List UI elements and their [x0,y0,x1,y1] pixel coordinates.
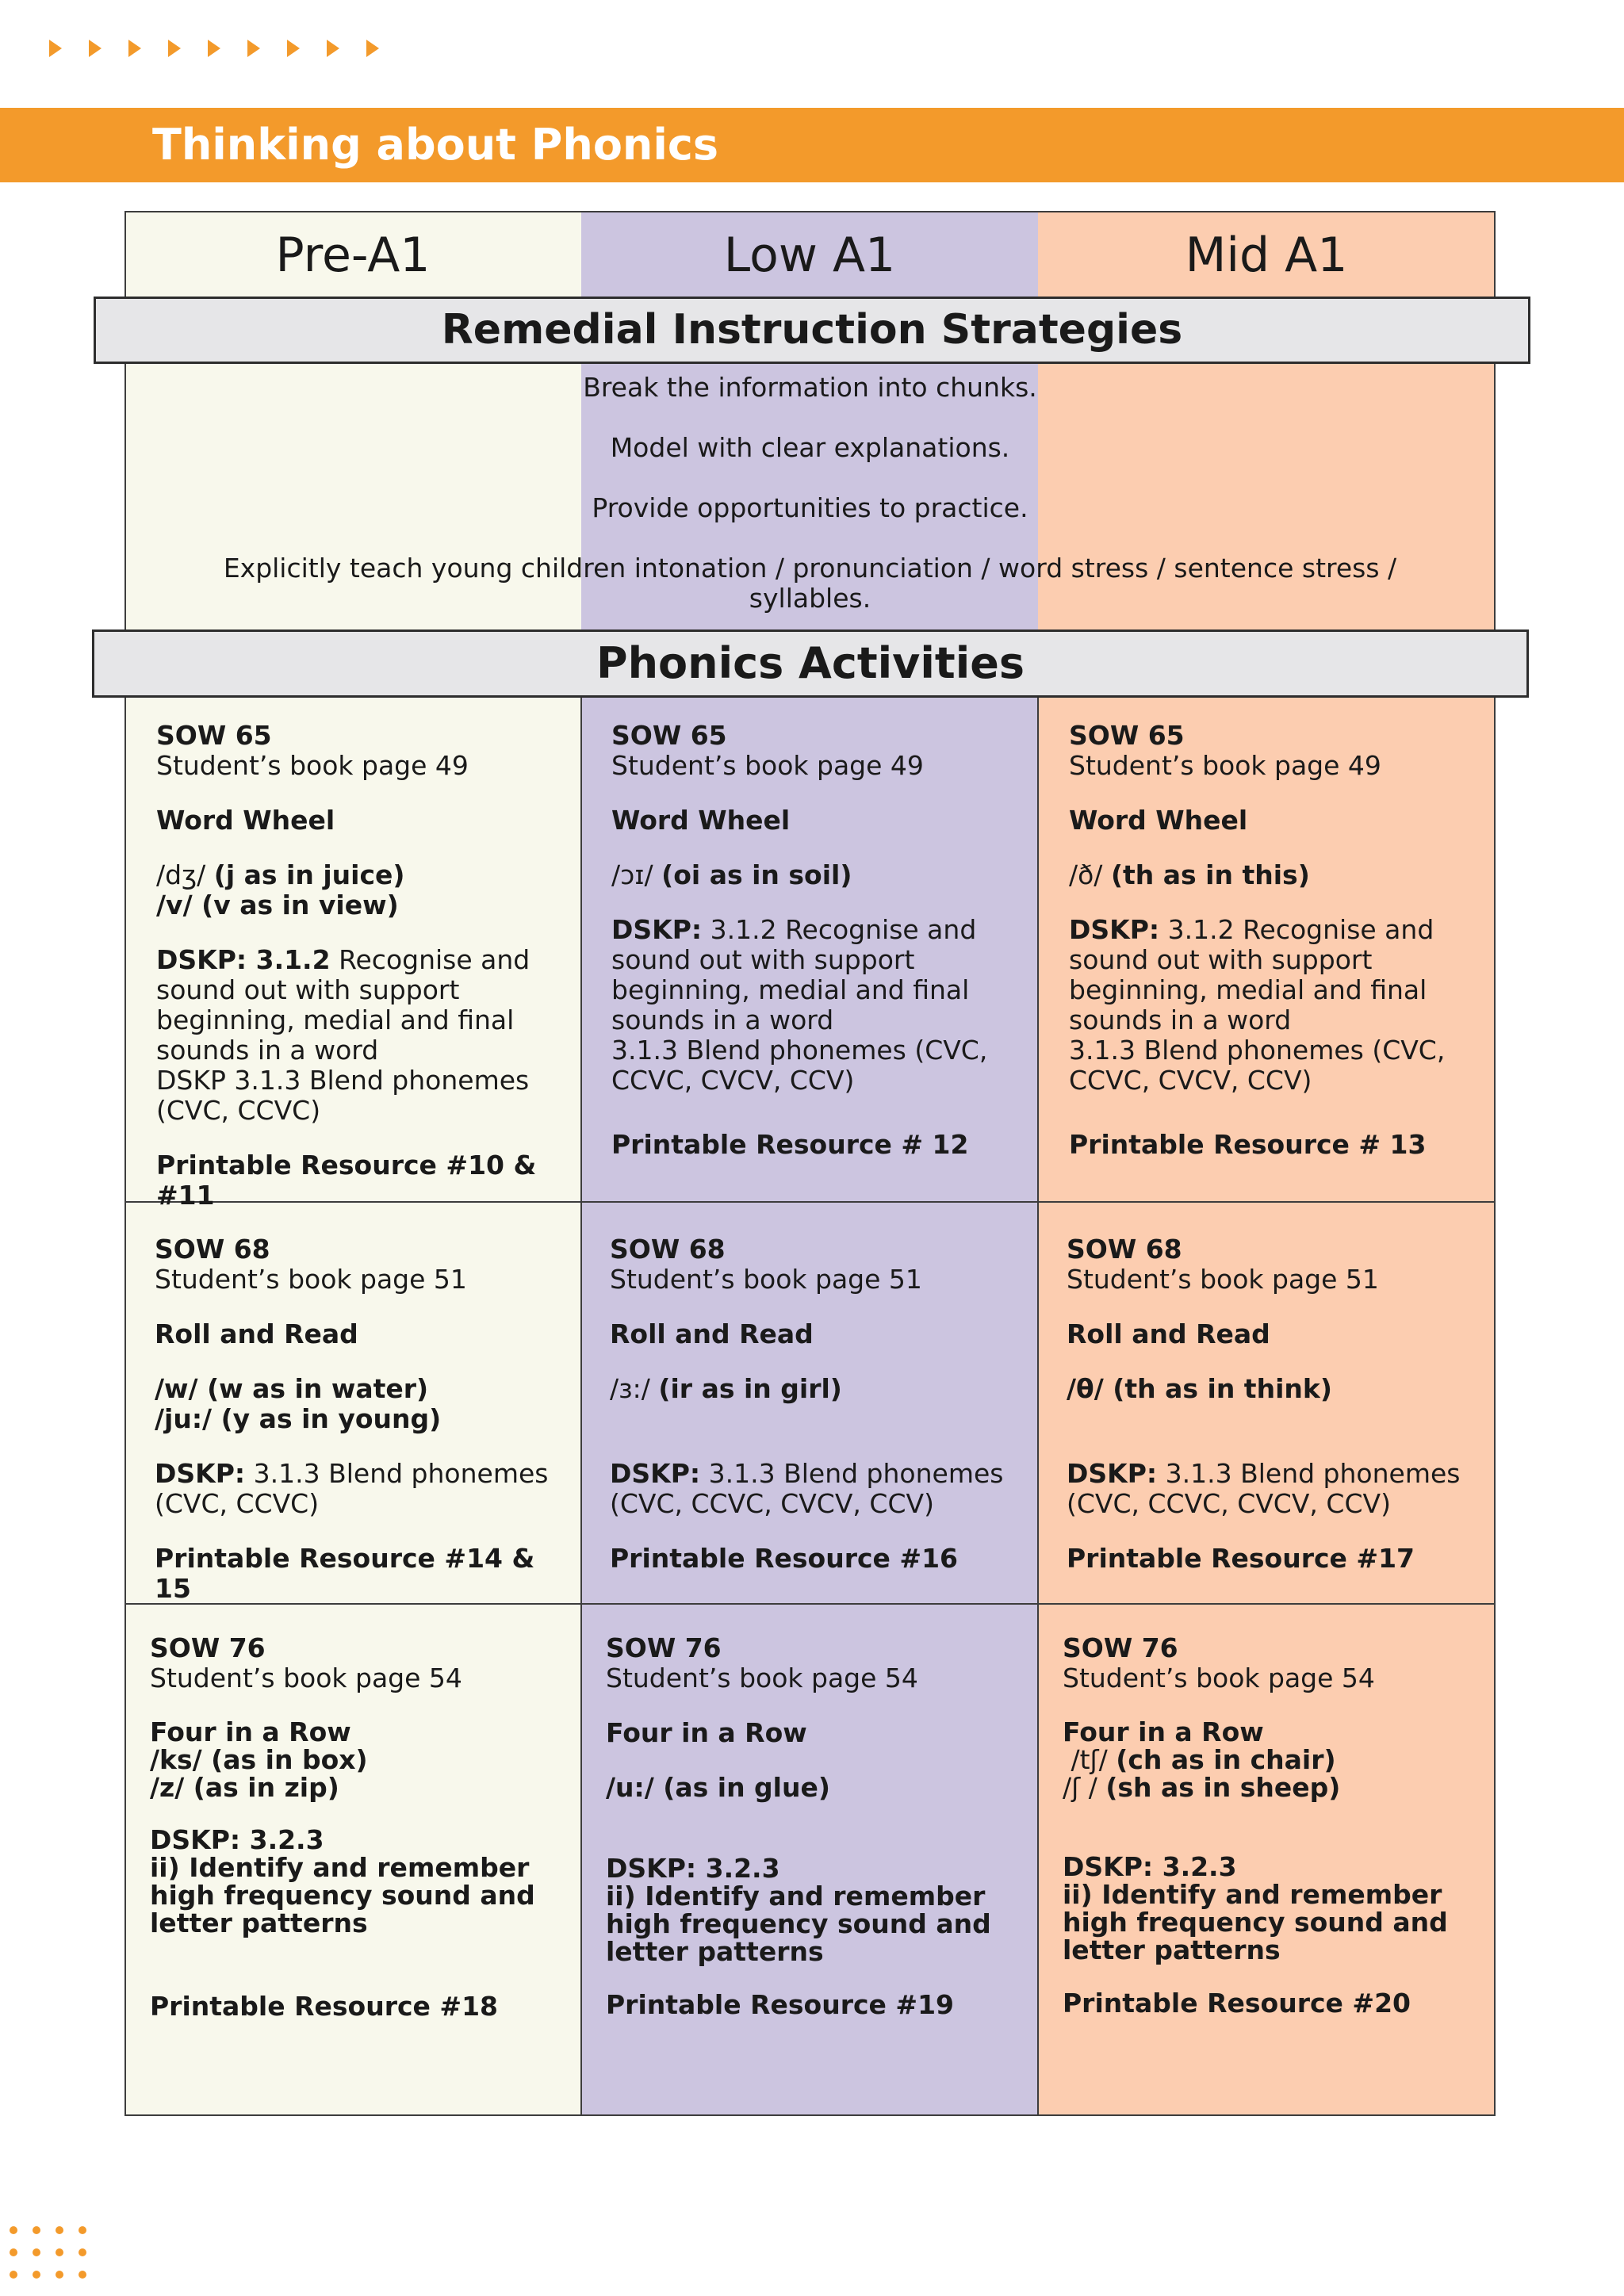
activity-cell-pre-a1-sow65 [156,721,569,1235]
arrow-icon [168,40,181,57]
column-header-pre-a1: Pre-A1 [275,228,431,283]
arrow-icon [89,40,102,57]
dskp-label: DSKP: 3.2.3 [150,1824,324,1855]
arrow-icon [287,40,300,57]
column-header-mid-a1: Mid A1 [1185,228,1348,283]
activity-cell-mid-a1-sow68 [1067,1234,1479,1598]
activity-cell-mid-a1-sow76 [1063,1633,1475,2043]
phoneme-symbol: /ʃ / [1063,1772,1097,1803]
book-page: Student’s book page 51 [1067,1264,1379,1295]
printable-resource: Printable Resource #17 [1067,1543,1415,1574]
phoneme-symbol: /ɜ:/ [610,1373,650,1404]
dot-icon [79,2271,86,2279]
dskp-extra: 3.1.3 Blend phonemes (CVC, CCVC, CVCV, CCV) [1069,1035,1446,1096]
activity-name: Word Wheel [611,805,791,836]
sow-label: SOW 76 [606,1632,722,1663]
arrow-icon [247,40,260,57]
column-header-low-a1: Low A1 [723,228,896,283]
activity-cell-low-a1-sow76 [606,1633,1018,2045]
dot-icon [56,2226,63,2234]
strategy-item: Break the information into chunks. [583,372,1037,403]
dot-icon [10,2248,17,2256]
phoneme-line: /ks/ (as in box) [150,1744,368,1775]
column-divider [580,698,582,2116]
activity-name: Word Wheel [156,805,335,836]
dskp-label: DSKP: 3.1.2 [156,944,331,975]
dskp-label: DSKP: [610,1458,701,1489]
phoneme-example: (j as in juice) [213,859,405,890]
dot-icon [56,2248,63,2256]
remedial-heading: Remedial Instruction Strategies [94,297,1530,364]
arrow-icon [208,40,220,57]
arrow-icon [366,40,379,57]
dot-icon [56,2271,63,2279]
column-divider [1037,698,1039,2116]
activity-name: Four in a Row [1063,1716,1264,1747]
arrow-icon [128,40,141,57]
dskp-label: DSKP: 3.2.3 [606,1853,780,1884]
activity-name: Four in a Row [150,1716,351,1747]
dot-icon [33,2271,40,2279]
sow-label: SOW 65 [611,720,727,751]
activity-name: Roll and Read [155,1318,358,1349]
book-page: Student’s book page 49 [156,750,469,781]
book-page: Student’s book page 51 [155,1264,467,1295]
book-page: Student’s book page 51 [610,1264,922,1295]
remedial-strategies-list [124,373,1496,644]
sow-label: SOW 76 [150,1632,266,1663]
dskp-text: ii) Identify and remember high frequency sound and letter patterns [150,1852,535,1938]
book-page: Student’s book page 54 [1063,1663,1375,1693]
phoneme-example: (th as in this) [1110,859,1310,890]
book-page: Student’s book page 49 [1069,750,1381,781]
dskp-label: DSKP: [1069,914,1160,945]
sow-label: SOW 65 [1069,720,1185,751]
dskp-text: ii) Identify and remember high frequency sound and letter patterns [606,1881,991,1967]
printable-resource: Printable Resource # 12 [611,1129,969,1160]
phoneme-symbol: /dʒ/ [156,859,206,890]
phoneme-example: (sh as in sheep) [1105,1772,1341,1803]
decorative-dot-grid [10,2226,86,2279]
dskp-extra: 3.1.3 Blend phonemes (CVC, CCVC, CVCV, CCV) [611,1035,988,1096]
arrow-icon [327,40,339,57]
printable-resource: Printable Resource #20 [1063,1988,1411,2019]
activity-cell-mid-a1-sow65 [1069,721,1481,1184]
phoneme-symbol: /ɔɪ/ [611,859,653,890]
strategy-item: Model with clear explanations. [610,432,1010,463]
phoneme-example: (ir as in girl) [658,1373,842,1404]
dskp-text: 3.1.3 Blend phonemes (CVC, CCVC, CVCV, CCV) [610,1458,1004,1519]
sow-label: SOW 68 [1067,1234,1182,1265]
phoneme-line: /ju:/ (y as in young) [155,1403,442,1434]
printable-resource: Printable Resource # 13 [1069,1129,1427,1160]
dot-icon [79,2248,86,2256]
printable-resource: Printable Resource #19 [606,1989,954,2020]
dskp-text: 3.1.2 Recognise and sound out with support beginning, medial and final sounds in a word [611,914,977,1035]
activity-cell-pre-a1-sow76 [150,1633,562,2046]
dskp-label: DSKP: [611,914,703,945]
phoneme-line: /w/ (w as in water) [155,1373,429,1404]
page-title: Thinking about Phonics [152,120,719,170]
book-page: Student’s book page 54 [606,1663,918,1693]
sow-label: SOW 68 [155,1234,270,1265]
decorative-arrow-row [49,40,379,57]
dskp-label: DSKP: [155,1458,246,1489]
printable-resource: Printable Resource #14 & 15 [155,1543,535,1604]
activity-name: Four in a Row [606,1717,807,1748]
activity-name: Word Wheel [1069,805,1248,836]
dot-icon [10,2226,17,2234]
title-banner [0,108,1624,182]
dskp-extra: DSKP 3.1.3 Blend phonemes (CVC, CCVC) [156,1065,530,1126]
dskp-label: DSKP: [1067,1458,1158,1489]
strategy-item: Provide opportunities to practice. [592,492,1028,523]
printable-resource: Printable Resource #18 [150,1991,498,2022]
dskp-text: 3.1.3 Blend phonemes (CVC, CCVC) [155,1458,549,1519]
dskp-text: Recognise and sound out with support beginning, medial and final sounds in a word [156,944,530,1066]
dskp-label: DSKP: 3.2.3 [1063,1851,1237,1882]
activity-name: Roll and Read [610,1318,814,1349]
activity-cell-low-a1-sow68 [610,1234,1022,1598]
phoneme-line: /θ/ (th as in think) [1067,1373,1332,1404]
phoneme-symbol: /ð/ [1069,859,1103,890]
phoneme-line: /z/ (as in zip) [150,1772,339,1803]
dot-icon [33,2248,40,2256]
phonics-activities-heading: Phonics Activities [92,629,1529,698]
phoneme-example: (oi as in soil) [661,859,852,890]
dskp-text: 3.1.3 Blend phonemes (CVC, CCVC, CVCV, CCV) [1067,1458,1461,1519]
phoneme-example: (ch as in chair) [1116,1744,1336,1775]
activity-cell-low-a1-sow65 [611,721,1024,1184]
dot-icon [10,2271,17,2279]
activity-name: Roll and Read [1067,1318,1270,1349]
printable-resource: Printable Resource #10 & #11 [156,1150,537,1211]
strategy-item: Explicitly teach young children intonation / pronunciation / word stress / sentence stress / syllables. [223,553,1397,614]
phoneme-line: /u:/ (as in glue) [606,1772,830,1803]
dskp-text: ii) Identify and remember high frequency sound and letter patterns [1063,1879,1448,1965]
book-page: Student’s book page 54 [150,1663,462,1693]
activity-cell-pre-a1-sow68 [155,1234,567,1628]
arrow-icon [49,40,62,57]
phoneme-symbol: /tʃ/ [1071,1744,1108,1775]
printable-resource: Printable Resource #16 [610,1543,958,1574]
dot-icon [33,2226,40,2234]
sow-label: SOW 76 [1063,1632,1178,1663]
dot-icon [79,2226,86,2234]
phoneme-line: /v/ (v as in view) [156,890,399,920]
sow-label: SOW 68 [610,1234,726,1265]
sow-label: SOW 65 [156,720,272,751]
dskp-text: 3.1.2 Recognise and sound out with support beginning, medial and final sounds in a word [1069,914,1434,1035]
book-page: Student’s book page 49 [611,750,924,781]
